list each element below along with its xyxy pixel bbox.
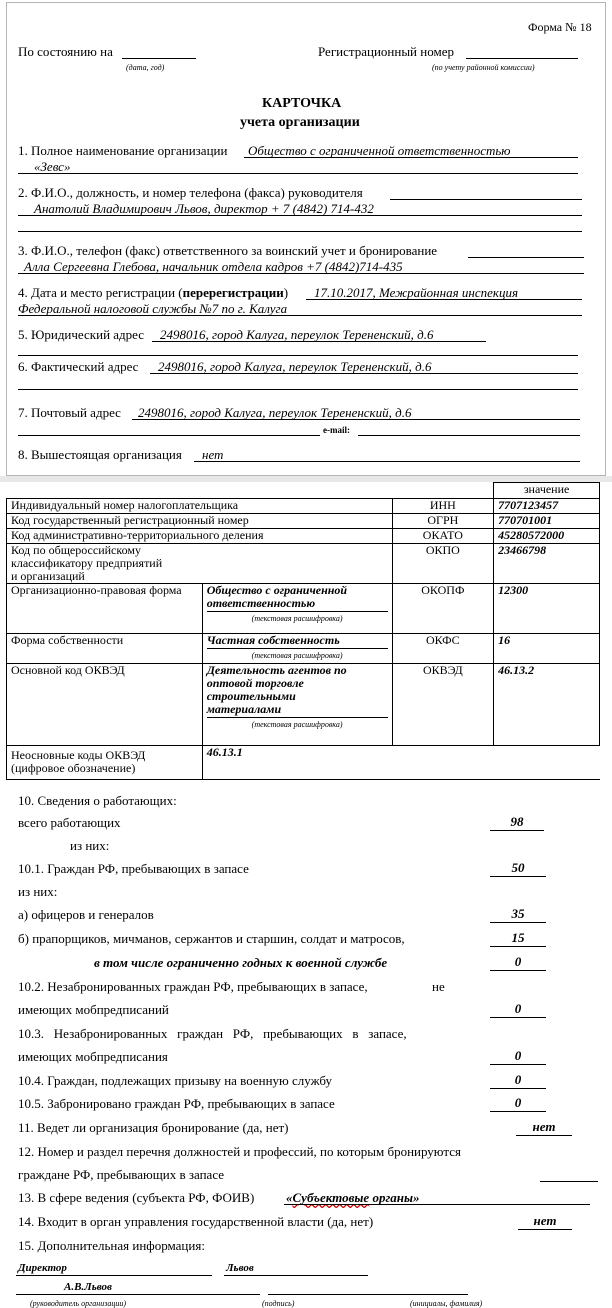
item-5-underline	[152, 341, 486, 342]
staff-10-2-label-ne: не	[432, 979, 445, 994]
item-2-underline-3	[18, 231, 582, 232]
item-6-label: 6. Фактический адрес	[18, 359, 139, 374]
signature-caption-initials: (инициалы, фамилия)	[410, 1299, 483, 1308]
reg-number-label: Регистрационный номер	[318, 44, 454, 59]
signature-sign-line	[224, 1275, 368, 1276]
staff-10-5-value[interactable]: 0	[490, 1096, 546, 1112]
decode-value[interactable]: Общество с ограниченной ответственностью	[206, 583, 348, 610]
decode-caption: (текстовая расшифровка)	[251, 651, 343, 660]
code-row-label: Код государственный регистрационный номер	[7, 514, 393, 529]
item-8-underline	[194, 461, 580, 462]
staff-10-4-label: 10.4. Граждан, подлежащих призыву на военную службу	[18, 1073, 333, 1088]
code-row-label: Код административно-территориального деления	[7, 529, 393, 544]
item-6-value[interactable]: 2498016, город Калуга, переулок Терененский, д.6	[158, 359, 432, 374]
code-row-value[interactable]: 16	[494, 634, 600, 664]
as-of-label: По состоянию на	[18, 44, 113, 59]
item-5-value[interactable]: 2498016, город Калуга, переулок Терененский, д.6	[160, 327, 434, 342]
staff-10-2-label-a: 10.2. Незабронированных граждан РФ, пребывающих в запасе,	[18, 979, 368, 994]
decode-caption: (текстовая расшифровка)	[251, 720, 343, 729]
code-row-okved	[7, 664, 600, 746]
q12-label-a: 12. Номер и раздел перечня должностей и профессий, по которым бронируются	[18, 1144, 461, 1159]
item-3-value[interactable]: Алла Сергеевна Глебова, начальник отдела кадров +7 (4842)714-435	[24, 259, 403, 274]
card-subtitle: учета организации	[240, 115, 360, 130]
staff-heading: 10. Сведения о работающих:	[18, 793, 177, 808]
staff-of-them-2: из них:	[18, 884, 58, 899]
reg-number-caption: (по учету районной комиссии)	[432, 63, 535, 72]
code-row-code: ОКОПФ	[392, 584, 494, 634]
staff-limited-value[interactable]: 0	[490, 955, 546, 971]
q13-underline	[284, 1204, 590, 1205]
email-label: e-mail:	[323, 425, 350, 435]
code-row-value[interactable]: 12300	[494, 584, 600, 634]
signature-position-line	[16, 1275, 212, 1276]
staff-10-1-value[interactable]: 50	[490, 861, 546, 877]
email-field[interactable]	[358, 435, 580, 436]
item-6-underline-2	[18, 389, 578, 390]
item-7-underline-2	[18, 435, 320, 436]
code-row-code: ОКАТО	[392, 529, 494, 544]
staff-10-1-label: 10.1. Граждан РФ, пребывающих в запасе	[18, 861, 249, 876]
code-row-decode	[202, 634, 392, 664]
code-row-code: ОКПО	[392, 544, 494, 584]
item-8-value[interactable]: нет	[202, 447, 224, 462]
item-2-label: 2. Ф.И.О., должность, и номер телефона (факса) руководителя	[18, 185, 363, 200]
decode-value[interactable]: Частная собственность	[206, 633, 340, 647]
staff-10-5-label: 10.5. Забронировано граждан РФ, пребывающих в запасе	[18, 1096, 335, 1111]
code-row-code: ОКФС	[392, 634, 494, 664]
item-4-value-a[interactable]: 17.10.2017, Межрайонная инспекция	[314, 285, 518, 300]
item-2-value[interactable]: Анатолий Владимирович Львов, директор + 7 (4842) 714-432	[34, 201, 374, 216]
item-7-label: 7. Почтовый адрес	[18, 405, 121, 420]
code-row-label: Индивидуальный номер налогоплательщика	[7, 499, 393, 514]
signature-initials[interactable]: А.В.Львов	[64, 1281, 112, 1293]
code-row-label: Основной код ОКВЭД	[7, 664, 203, 746]
staff-ranks-label: б) прапорщиков, мичманов, сержантов и старшин, солдат и матросов,	[18, 931, 405, 946]
item-1-value-a[interactable]: Общество с ограниченной ответственностью	[248, 143, 511, 158]
item-4-underline	[306, 299, 582, 300]
staff-10-2-value[interactable]: 0	[490, 1002, 546, 1018]
staff-limited-label: в том числе ограниченно годных к военной службе	[94, 955, 388, 970]
code-row-value[interactable]: 46.13.2	[494, 664, 600, 746]
item-3-underline-2	[18, 273, 584, 274]
code-row-value[interactable]: 770701001	[494, 514, 600, 529]
code-row-code: ОКВЭД	[392, 664, 494, 746]
staff-10-2-label-b: имеющих мобпредписаний	[18, 1002, 169, 1017]
staff-total-value[interactable]: 98	[490, 815, 544, 831]
item-1-value-b[interactable]: «Зевс»	[34, 159, 71, 174]
signature-initials-line	[16, 1294, 260, 1295]
staff-officers-value[interactable]: 35	[490, 907, 546, 923]
item-3-label: 3. Ф.И.О., телефон (факс) ответственного за воинский учет и бронирование	[18, 243, 438, 258]
code-row-okpo	[7, 544, 600, 584]
signature-extra-line	[268, 1294, 468, 1295]
code-row-code: ИНН	[392, 499, 494, 514]
code-row-decode	[202, 664, 392, 746]
form-number: Форма № 18	[528, 20, 592, 34]
item-2-underline	[390, 199, 582, 200]
staff-officers-label: а) офицеров и генералов	[18, 907, 154, 922]
staff-10-3-label-a: 10.3. Незабронированных граждан РФ, пребывающих в запасе,	[18, 1026, 407, 1041]
staff-10-3-value[interactable]: 0	[490, 1049, 546, 1065]
item-1-label: 1. Полное наименование организации	[18, 143, 228, 158]
value-column-header: значение	[494, 483, 600, 499]
code-row-label: Организационно-правовая форма	[7, 584, 203, 634]
staff-of-them-1: из них:	[70, 838, 110, 853]
staff-total-label: всего работающих	[18, 815, 121, 830]
item-8-label: 8. Вышестоящая организация	[18, 447, 182, 462]
code-row-value[interactable]: 23466798	[494, 544, 600, 584]
item-7-underline	[132, 419, 580, 420]
code-row-inn	[7, 499, 600, 514]
reg-number-field[interactable]	[466, 58, 578, 59]
code-row-label: Код по общероссийскому классификатору предприятий и организаций	[7, 544, 393, 584]
as-of-caption: (дата, год)	[126, 63, 165, 72]
item-4-label: 4. Дата и место регистрации (перерегистрации)	[18, 285, 289, 300]
item-7-value[interactable]: 2498016, город Калуга, переулок Терененский, д.6	[138, 405, 412, 420]
signature-position[interactable]: Директор	[18, 1262, 67, 1274]
q11-value[interactable]: нет	[516, 1120, 572, 1136]
signature-caption-position: (руководитель организации)	[30, 1299, 126, 1308]
decode-value[interactable]: Деятельность агентов по оптовой торговле строительными материалами	[206, 663, 347, 716]
item-2-underline-2	[18, 215, 582, 216]
code-row-decode	[202, 584, 392, 634]
staff-10-3-label-b: имеющих мобпредписания	[18, 1049, 168, 1064]
item-3-underline	[468, 257, 584, 258]
item-1-underline-2	[18, 173, 578, 174]
q14-value[interactable]: нет	[518, 1214, 572, 1230]
code-row-code: ОГРН	[392, 514, 494, 529]
code-row-label: Форма собственности	[7, 634, 203, 664]
staff-10-4-value[interactable]: 0	[490, 1073, 546, 1089]
codes-header-row	[7, 483, 600, 499]
q15-label: 15. Дополнительная информация:	[18, 1238, 205, 1253]
decode-caption: (текстовая расшифровка)	[251, 614, 343, 623]
codes-table	[6, 482, 600, 780]
item-4-value-b[interactable]: Федеральной налоговой службы №7 по г. Калуга	[18, 301, 288, 316]
item-5-label: 5. Юридический адрес	[18, 327, 145, 342]
code-row-label: Неосновные коды ОКВЭД (цифровое обозначение)	[7, 746, 203, 780]
q12-field[interactable]	[540, 1181, 598, 1182]
code-row-okopf	[7, 584, 600, 634]
card-title: КАРТОЧКА	[262, 96, 342, 111]
item-1-underline	[244, 157, 578, 158]
staff-ranks-value[interactable]: 15	[490, 931, 546, 947]
q13-value[interactable]: «Субъектовые органы»	[286, 1190, 420, 1205]
q14-label: 14. Входит в орган управления государственной власти (да, нет)	[18, 1214, 374, 1229]
item-6-underline	[150, 373, 578, 374]
signature-caption-sign: (подпись)	[262, 1299, 295, 1308]
code-row-value[interactable]: 7707123457	[494, 499, 600, 514]
code-row-okfs	[7, 634, 600, 664]
code-row-okved-secondary	[7, 746, 600, 780]
q13-label: 13. В сфере ведения (субъекта РФ, ФОИВ)	[18, 1190, 255, 1205]
code-row-ogrn	[7, 514, 600, 529]
item-5-underline-2	[18, 355, 578, 356]
signature-sign[interactable]: Львов	[226, 1262, 254, 1274]
code-row-value[interactable]: 46.13.1	[202, 746, 599, 780]
q11-label: 11. Ведет ли организация бронирование (да, нет)	[18, 1120, 289, 1135]
q12-label-b: граждане РФ, пребывающих в запасе	[18, 1167, 225, 1182]
item-4-underline-2	[18, 315, 582, 316]
as-of-field[interactable]	[122, 58, 196, 59]
code-row-value[interactable]: 45280572000	[494, 529, 600, 544]
code-row-okato	[7, 529, 600, 544]
